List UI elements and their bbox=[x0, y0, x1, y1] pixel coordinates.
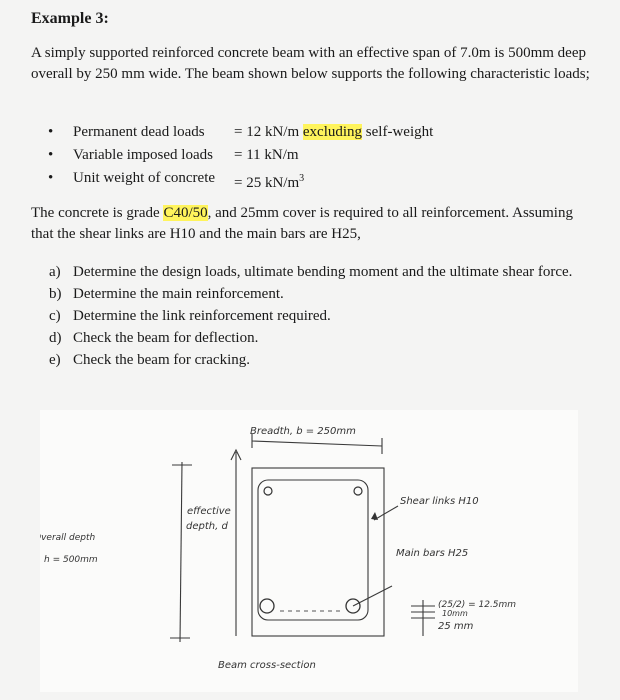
load-value: = 25 kN/m bbox=[234, 175, 300, 191]
effective-depth-label-2: depth, d bbox=[186, 521, 228, 532]
load-label: Permanent dead loads bbox=[73, 124, 205, 140]
breadth-dimension-line bbox=[252, 441, 382, 446]
cover-dim-label: 25 mm bbox=[438, 621, 474, 632]
overall-depth-label-2: h = 500mm bbox=[44, 555, 98, 565]
task-letter: a) bbox=[49, 264, 61, 280]
example-title: Example 3: bbox=[31, 10, 109, 27]
task-text: Determine the link reinforcement required. bbox=[73, 308, 331, 324]
load-label: Variable imposed loads bbox=[73, 147, 213, 163]
task-text: Determine the design loads, ultimate bending moment and the ultimate shear force. bbox=[73, 264, 573, 280]
spec-paragraph bbox=[31, 203, 591, 245]
beam-sketch bbox=[40, 410, 578, 692]
cover-calc-label: (25/2) = 12.5mm bbox=[438, 600, 517, 610]
load-note: self-weight bbox=[365, 124, 434, 140]
task-item bbox=[49, 262, 594, 283]
load-value: = 12 kN/m bbox=[234, 124, 300, 140]
bullet-icon: • bbox=[48, 124, 54, 140]
beam-cross-section-drawing bbox=[40, 410, 578, 692]
task-list bbox=[49, 262, 594, 372]
spec-post: , and 25mm cover is required to all reinforcement. Assuming that the shear links are H10 and the main bars are H25, bbox=[31, 205, 573, 242]
main-bar-left bbox=[260, 599, 274, 613]
intro-paragraph: A simply supported reinforced concrete beam with an effective span of 7.0m is 500mm deep overall by 250 mm wide. The beam shown below supports the following characteristic loads; bbox=[31, 45, 590, 82]
task-letter: b) bbox=[49, 286, 62, 302]
top-bar-right bbox=[354, 487, 362, 495]
load-unit-exponent: 3 bbox=[299, 173, 305, 184]
task-item bbox=[49, 284, 594, 305]
bullet-icon: • bbox=[48, 147, 54, 163]
overall-depth-label-1: Overall depth bbox=[40, 533, 96, 543]
highlighted-word: excluding bbox=[302, 124, 363, 140]
load-label: Unit weight of concrete bbox=[73, 170, 216, 186]
task-text: Check the beam for deflection. bbox=[73, 330, 259, 346]
spec-pre: The concrete is grade bbox=[31, 205, 160, 221]
bullet-icon: • bbox=[48, 170, 54, 186]
top-bar-left bbox=[264, 487, 272, 495]
breadth-label: Breadth, b = 250mm bbox=[250, 426, 356, 437]
overall-depth-line bbox=[180, 462, 182, 642]
shear-links-label: Shear links H10 bbox=[400, 496, 479, 507]
task-letter: c) bbox=[49, 308, 61, 324]
main-bars-label: Main bars H25 bbox=[396, 548, 469, 559]
load-value: = 11 kN/m bbox=[234, 147, 299, 163]
figure-caption: Beam cross-section bbox=[218, 660, 316, 671]
task-item bbox=[49, 350, 594, 371]
concrete-grade: C40/50 bbox=[163, 205, 208, 221]
task-text: Check the beam for cracking. bbox=[73, 352, 251, 368]
task-item bbox=[49, 328, 594, 349]
shear-link-leader bbox=[374, 506, 398, 520]
task-text: Determine the main reinforcement. bbox=[73, 286, 284, 302]
task-item bbox=[49, 306, 594, 327]
link-dim-label: 10mm bbox=[442, 609, 468, 618]
effective-depth-label-1: effective bbox=[187, 506, 231, 517]
task-letter: d) bbox=[49, 330, 62, 346]
task-letter: e) bbox=[49, 352, 61, 368]
leader-arrowhead bbox=[371, 512, 378, 520]
